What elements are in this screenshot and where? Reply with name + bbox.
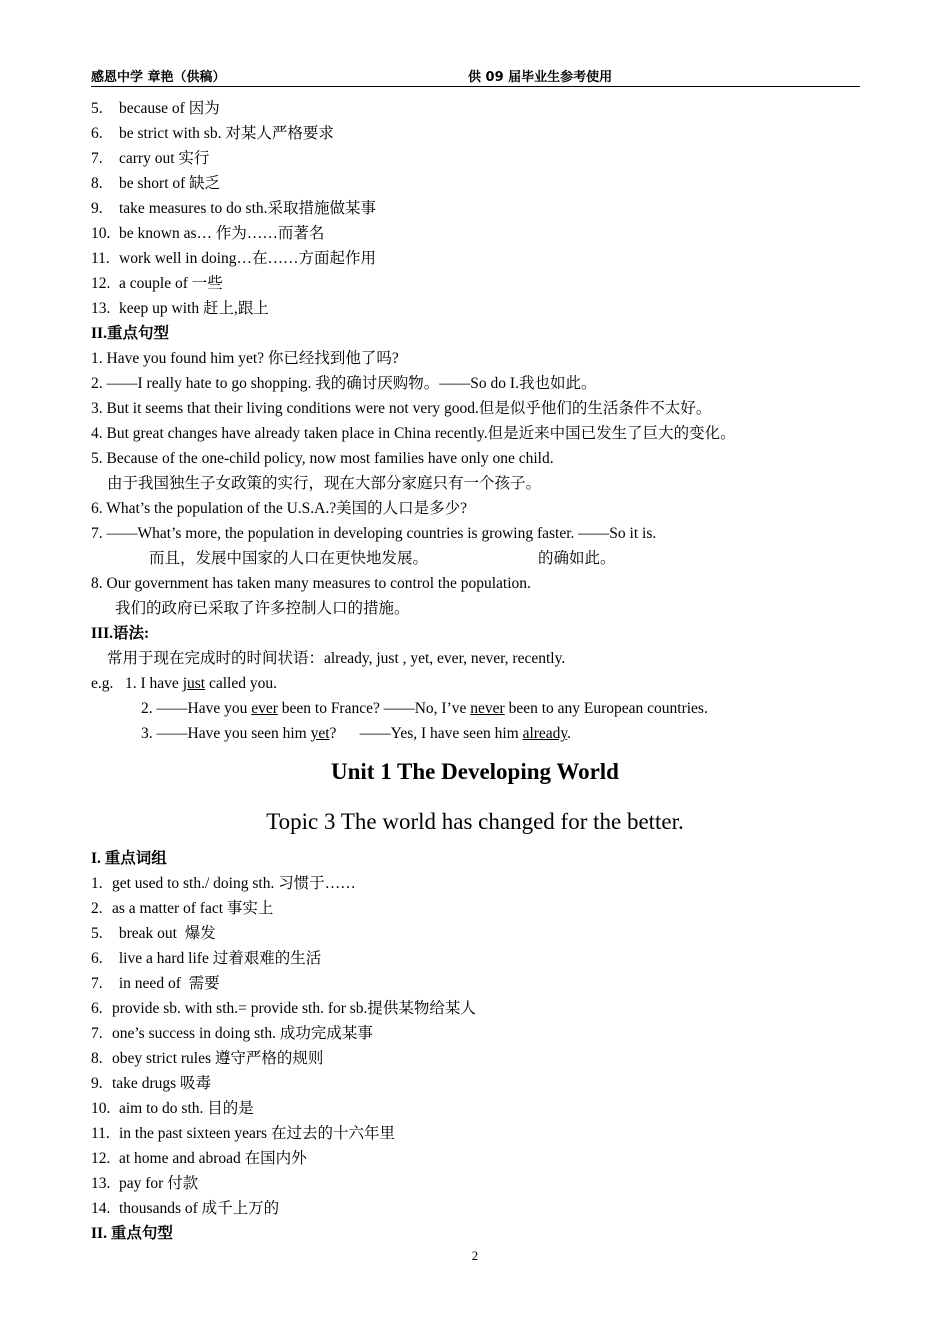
item-number: 2. bbox=[91, 900, 103, 917]
grammar-description: 常用于现在完成时的时间状语：already, just , yet, ever, never, recently. bbox=[107, 650, 566, 667]
item-number: 11. bbox=[91, 250, 110, 267]
page-header bbox=[91, 66, 860, 87]
underlined-word: ever bbox=[251, 700, 278, 717]
item-number: 11. bbox=[91, 1125, 110, 1142]
section-heading: II. 重点句型 bbox=[91, 1225, 173, 1242]
list-item bbox=[91, 196, 871, 221]
sentence: 5. Because of the one-child policy, now most families have only one child. bbox=[91, 450, 554, 467]
list-item bbox=[91, 971, 871, 996]
item-text: take measures to do sth.采取措施做某事 bbox=[119, 200, 377, 217]
item-text: thousands of 成千上万的 bbox=[119, 1200, 280, 1217]
translation-part: 而且，发展中国家的人口在更快地发展。 bbox=[149, 550, 429, 567]
item-text: carry out 实行 bbox=[119, 150, 210, 167]
list-item bbox=[91, 1071, 871, 1096]
sentence: 1. Have you found him yet? 你已经找到他了吗? bbox=[91, 350, 399, 367]
header-note: 供 09 届毕业生参考使用 bbox=[468, 70, 613, 85]
list-item bbox=[91, 271, 871, 296]
example-text: e.g. 1. I have bbox=[91, 675, 183, 692]
item-text: a couple of 一些 bbox=[119, 275, 223, 292]
list-item bbox=[91, 121, 871, 146]
underlined-word: yet bbox=[310, 725, 330, 742]
item-text: one’s success in doing sth. 成功完成某事 bbox=[112, 1025, 373, 1042]
sentence-translation bbox=[91, 546, 871, 571]
item-text: be known as… 作为……而著名 bbox=[119, 225, 325, 242]
sentence-translation: 由于我国独生子女政策的实行，现在大部分家庭只有一个孩子。 bbox=[107, 475, 542, 492]
list-item bbox=[91, 871, 871, 896]
section-heading: II.重点句型 bbox=[91, 325, 169, 342]
item-text: work well in doing…在……方面起作用 bbox=[119, 250, 377, 267]
section-heading: III.语法: bbox=[91, 625, 150, 642]
item-number: 13. bbox=[91, 300, 111, 317]
sentence: 3. But it seems that their living conditions were not very good.但是似乎他们的生活条件不太好。 bbox=[91, 400, 712, 417]
list-item bbox=[91, 1121, 871, 1146]
item-text: get used to sth./ doing sth. 习惯于…… bbox=[112, 875, 356, 892]
item-text: provide sb. with sth.= provide sth. for sb.提供某物给某人 bbox=[112, 1000, 476, 1017]
translation-part: 的确如此。 bbox=[538, 550, 616, 567]
item-number: 12. bbox=[91, 275, 111, 292]
document-body bbox=[91, 96, 871, 1246]
item-text: because of 因为 bbox=[119, 100, 220, 117]
list-item bbox=[91, 1046, 871, 1071]
item-number: 8. bbox=[91, 175, 103, 192]
unit-title: Unit 1 The Developing World bbox=[331, 759, 619, 784]
item-number: 13. bbox=[91, 1175, 111, 1192]
item-text: live a hard life 过着艰难的生活 bbox=[115, 950, 322, 967]
item-text: be short of 缺乏 bbox=[119, 175, 221, 192]
list-item bbox=[91, 96, 871, 121]
example-text: 3. ——Have you seen him bbox=[141, 725, 311, 742]
item-number: 8. bbox=[91, 1050, 103, 1067]
item-number: 1. bbox=[91, 875, 103, 892]
page-number: 2 bbox=[471, 1248, 479, 1263]
item-number: 9. bbox=[91, 200, 103, 217]
item-number: 7. bbox=[91, 1025, 103, 1042]
item-text: take drugs 吸毒 bbox=[112, 1075, 212, 1092]
item-text: keep up with 赶上,跟上 bbox=[119, 300, 269, 317]
item-text: obey strict rules 遵守严格的规则 bbox=[112, 1050, 324, 1067]
example-text: called you. bbox=[205, 675, 277, 692]
sentence: 7. ——What’s more, the population in developing countries is growing faster. ——So it is. bbox=[91, 525, 657, 542]
item-text: aim to do sth. 目的是 bbox=[119, 1100, 254, 1117]
list-item bbox=[91, 296, 871, 321]
topic-title: Topic 3 The world has changed for the better. bbox=[266, 809, 684, 834]
item-text: at home and abroad 在国内外 bbox=[119, 1150, 307, 1167]
item-number: 10. bbox=[91, 1100, 111, 1117]
sentence: 8. Our government has taken many measures to control the population. bbox=[91, 575, 531, 592]
underlined-word: just bbox=[182, 675, 206, 692]
item-text: pay for 付款 bbox=[119, 1175, 199, 1192]
item-number: 6. bbox=[91, 125, 103, 142]
item-number: 7. bbox=[91, 150, 103, 167]
list-item bbox=[91, 221, 871, 246]
item-number: 6. bbox=[91, 1000, 103, 1017]
list-item bbox=[91, 1146, 871, 1171]
example-3 bbox=[91, 721, 871, 746]
item-number: 10. bbox=[91, 225, 111, 242]
header-author: 感恩中学 章艳（供稿） bbox=[91, 70, 226, 85]
example-text: been to any European countries. bbox=[504, 700, 708, 717]
item-number: 12. bbox=[91, 1150, 111, 1167]
list-item bbox=[91, 1171, 871, 1196]
example-text: ? ——Yes, I have seen him bbox=[329, 725, 523, 742]
sentence: 2. ——I really hate to go shopping. 我的确讨厌购物。——So do I.我也如此。 bbox=[91, 375, 597, 392]
example-2 bbox=[91, 696, 871, 721]
example-text: . bbox=[567, 725, 572, 742]
item-text: as a matter of fact 事实上 bbox=[112, 900, 274, 917]
item-text: in need of 需要 bbox=[115, 975, 220, 992]
phrase-list-1 bbox=[91, 96, 871, 321]
sentence: 4. But great changes have already taken place in China recently.但是近来中国已发生了巨大的变化。 bbox=[91, 425, 736, 442]
item-text: break out 爆发 bbox=[115, 925, 216, 942]
item-number: 7. bbox=[91, 975, 103, 992]
example-text: 2. ——Have you bbox=[141, 700, 252, 717]
item-number: 5. bbox=[91, 925, 103, 942]
list-item bbox=[91, 146, 871, 171]
item-number: 14. bbox=[91, 1200, 111, 1217]
item-text: be strict with sb. 对某人严格要求 bbox=[119, 125, 334, 142]
list-item bbox=[91, 896, 871, 921]
phrase-list-2 bbox=[91, 871, 871, 1221]
list-item bbox=[91, 996, 871, 1021]
example-text: been to France? ——No, I’ve bbox=[277, 700, 471, 717]
underlined-word: already bbox=[522, 725, 568, 742]
list-item bbox=[91, 1196, 871, 1221]
sentence: 6. What’s the population of the U.S.A.?美国的人口是多少? bbox=[91, 500, 467, 517]
item-number: 9. bbox=[91, 1075, 103, 1092]
item-number: 5. bbox=[91, 100, 103, 117]
list-item bbox=[91, 1096, 871, 1121]
item-text: in the past sixteen years 在过去的十六年里 bbox=[119, 1125, 395, 1142]
list-item bbox=[91, 246, 871, 271]
section-heading: I. 重点词组 bbox=[91, 850, 167, 867]
item-number: 6. bbox=[91, 950, 103, 967]
list-item bbox=[91, 946, 871, 971]
example-1 bbox=[91, 671, 871, 696]
sentence-translation: 我们的政府已采取了许多控制人口的措施。 bbox=[115, 600, 410, 617]
underlined-word: never bbox=[470, 700, 505, 717]
list-item bbox=[91, 1021, 871, 1046]
list-item bbox=[91, 171, 871, 196]
list-item bbox=[91, 921, 871, 946]
